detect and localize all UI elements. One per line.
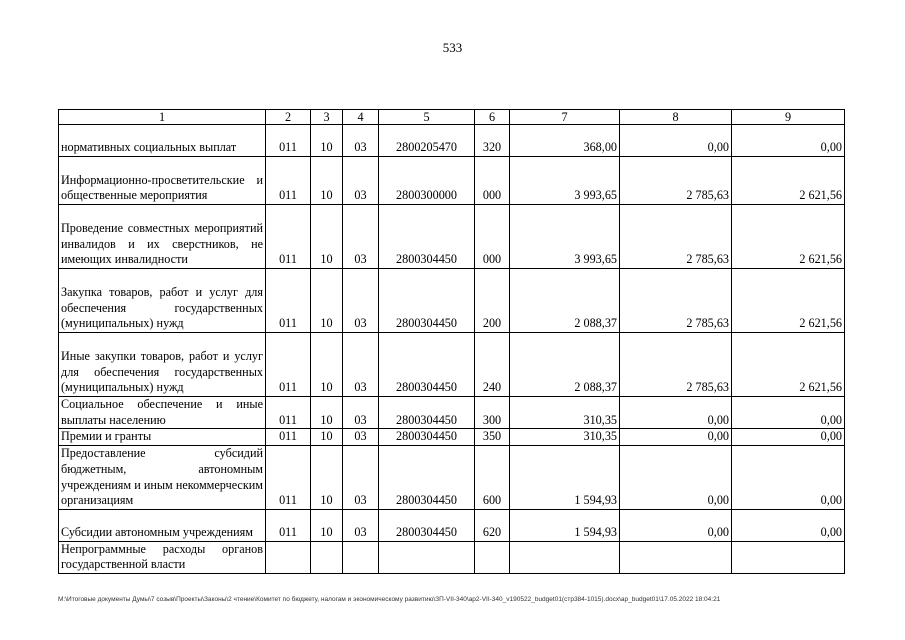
cell-col-4: 03	[343, 333, 379, 397]
cell-col-5: 2800304450	[379, 509, 475, 541]
cell-col-4: 03	[343, 205, 379, 269]
cell-col-2: 011	[266, 397, 311, 429]
column-header-1: 1	[59, 110, 266, 125]
cell-col-6: 000	[475, 157, 510, 205]
file-path-footer: M:\Итоговые документы Думы\7 созыв\Проекты\Законы\2 чтение\Комитет по бюджету, налогам и экономическому развитию\ЗП-VII-340\ap2-VII-340_v190522_budget01(стр384-1015).docx\ap_budget01\17.05.2022 18:04:21	[58, 596, 721, 603]
cell-col-9: 0,00	[732, 445, 845, 509]
cell-col-9: 0,00	[732, 125, 845, 157]
cell-col-8: 0,00	[620, 397, 732, 429]
cell-col-7: 1 594,93	[510, 509, 620, 541]
cell-col-4: 03	[343, 429, 379, 446]
column-header-8: 8	[620, 110, 732, 125]
column-header-9: 9	[732, 110, 845, 125]
row-name-cell: Субсидии автономным учреждениям	[59, 509, 266, 541]
table-row	[59, 509, 845, 541]
cell-col-8: 2 785,63	[620, 333, 732, 397]
cell-col-7: 1 594,93	[510, 445, 620, 509]
cell-col-5: 2800304450	[379, 429, 475, 446]
cell-col-3: 10	[311, 445, 343, 509]
table-row	[59, 333, 845, 397]
cell-col-8: 0,00	[620, 125, 732, 157]
cell-col-7: 3 993,65	[510, 205, 620, 269]
table-row	[59, 205, 845, 269]
cell-col-2: 011	[266, 205, 311, 269]
cell-col-7	[510, 541, 620, 573]
row-name-cell: Проведение совместных мероприятий инвалидов и их сверстников, не имеющих инвалидности	[59, 205, 266, 269]
cell-col-5: 2800304450	[379, 333, 475, 397]
column-header-5: 5	[379, 110, 475, 125]
cell-col-5	[379, 541, 475, 573]
column-header-2: 2	[266, 110, 311, 125]
cell-col-3: 10	[311, 157, 343, 205]
cell-col-2: 011	[266, 445, 311, 509]
row-name-cell: Социальное обеспечение и иные выплаты населению	[59, 397, 266, 429]
row-name-cell: Непрограммные расходы органов государственной власти	[59, 541, 266, 573]
cell-col-3: 10	[311, 125, 343, 157]
cell-col-8: 0,00	[620, 509, 732, 541]
cell-col-9	[732, 541, 845, 573]
table-row	[59, 125, 845, 157]
cell-col-2: 011	[266, 509, 311, 541]
cell-col-3: 10	[311, 205, 343, 269]
cell-col-2: 011	[266, 269, 311, 333]
cell-col-8: 0,00	[620, 445, 732, 509]
cell-col-9: 2 621,56	[732, 205, 845, 269]
column-header-6: 6	[475, 110, 510, 125]
cell-col-3	[311, 541, 343, 573]
cell-col-4	[343, 541, 379, 573]
cell-col-8: 2 785,63	[620, 205, 732, 269]
page-number: 533	[442, 40, 463, 55]
cell-col-7: 368,00	[510, 125, 620, 157]
cell-col-5: 2800304450	[379, 397, 475, 429]
cell-col-3: 10	[311, 509, 343, 541]
cell-col-6: 240	[475, 333, 510, 397]
cell-col-9: 0,00	[732, 429, 845, 446]
row-name-cell: Информационно-просветительские и общественные мероприятия	[59, 157, 266, 205]
table-header-row	[59, 110, 845, 125]
cell-col-8: 0,00	[620, 429, 732, 446]
cell-col-6: 200	[475, 269, 510, 333]
cell-col-3: 10	[311, 333, 343, 397]
cell-col-2: 011	[266, 125, 311, 157]
cell-col-6	[475, 541, 510, 573]
cell-col-4: 03	[343, 445, 379, 509]
cell-col-6: 620	[475, 509, 510, 541]
cell-col-3: 10	[311, 429, 343, 446]
cell-col-8	[620, 541, 732, 573]
cell-col-8: 2 785,63	[620, 157, 732, 205]
cell-col-7: 310,35	[510, 397, 620, 429]
cell-col-3: 10	[311, 397, 343, 429]
row-name-cell: Иные закупки товаров, работ и услуг для обеспечения государственных (муниципальных) нужд	[59, 333, 266, 397]
column-header-4: 4	[343, 110, 379, 125]
cell-col-2: 011	[266, 429, 311, 446]
row-name-cell: нормативных социальных выплат	[59, 125, 266, 157]
table-row	[59, 429, 845, 446]
cell-col-9: 2 621,56	[732, 269, 845, 333]
cell-col-6: 320	[475, 125, 510, 157]
cell-col-8: 2 785,63	[620, 269, 732, 333]
cell-col-7: 2 088,37	[510, 333, 620, 397]
cell-col-4: 03	[343, 397, 379, 429]
table-row	[59, 541, 845, 573]
cell-col-5: 2800304450	[379, 269, 475, 333]
row-name-cell: Премии и гранты	[59, 429, 266, 446]
cell-col-9: 2 621,56	[732, 333, 845, 397]
cell-col-6: 350	[475, 429, 510, 446]
cell-col-5: 2800205470	[379, 125, 475, 157]
cell-col-6: 000	[475, 205, 510, 269]
table-body	[59, 125, 845, 574]
cell-col-4: 03	[343, 269, 379, 333]
cell-col-7: 2 088,37	[510, 269, 620, 333]
cell-col-5: 2800304450	[379, 205, 475, 269]
table-row	[59, 397, 845, 429]
cell-col-3: 10	[311, 269, 343, 333]
cell-col-4: 03	[343, 157, 379, 205]
row-name-cell: Предоставление субсидий бюджетным, автономным учреждениям и иным некоммерческим организациям	[59, 445, 266, 509]
cell-col-4: 03	[343, 509, 379, 541]
budget-table	[58, 109, 845, 574]
table-row	[59, 445, 845, 509]
table-row	[59, 269, 845, 333]
cell-col-9: 0,00	[732, 397, 845, 429]
cell-col-2	[266, 541, 311, 573]
column-header-3: 3	[311, 110, 343, 125]
cell-col-2: 011	[266, 157, 311, 205]
cell-col-6: 600	[475, 445, 510, 509]
cell-col-5: 2800304450	[379, 445, 475, 509]
cell-col-6: 300	[475, 397, 510, 429]
cell-col-7: 3 993,65	[510, 157, 620, 205]
cell-col-4: 03	[343, 125, 379, 157]
table-row	[59, 157, 845, 205]
cell-col-9: 2 621,56	[732, 157, 845, 205]
column-header-7: 7	[510, 110, 620, 125]
cell-col-2: 011	[266, 333, 311, 397]
cell-col-7: 310,35	[510, 429, 620, 446]
row-name-cell: Закупка товаров, работ и услуг для обеспечения государственных (муниципальных) нужд	[59, 269, 266, 333]
cell-col-5: 2800300000	[379, 157, 475, 205]
cell-col-9: 0,00	[732, 509, 845, 541]
